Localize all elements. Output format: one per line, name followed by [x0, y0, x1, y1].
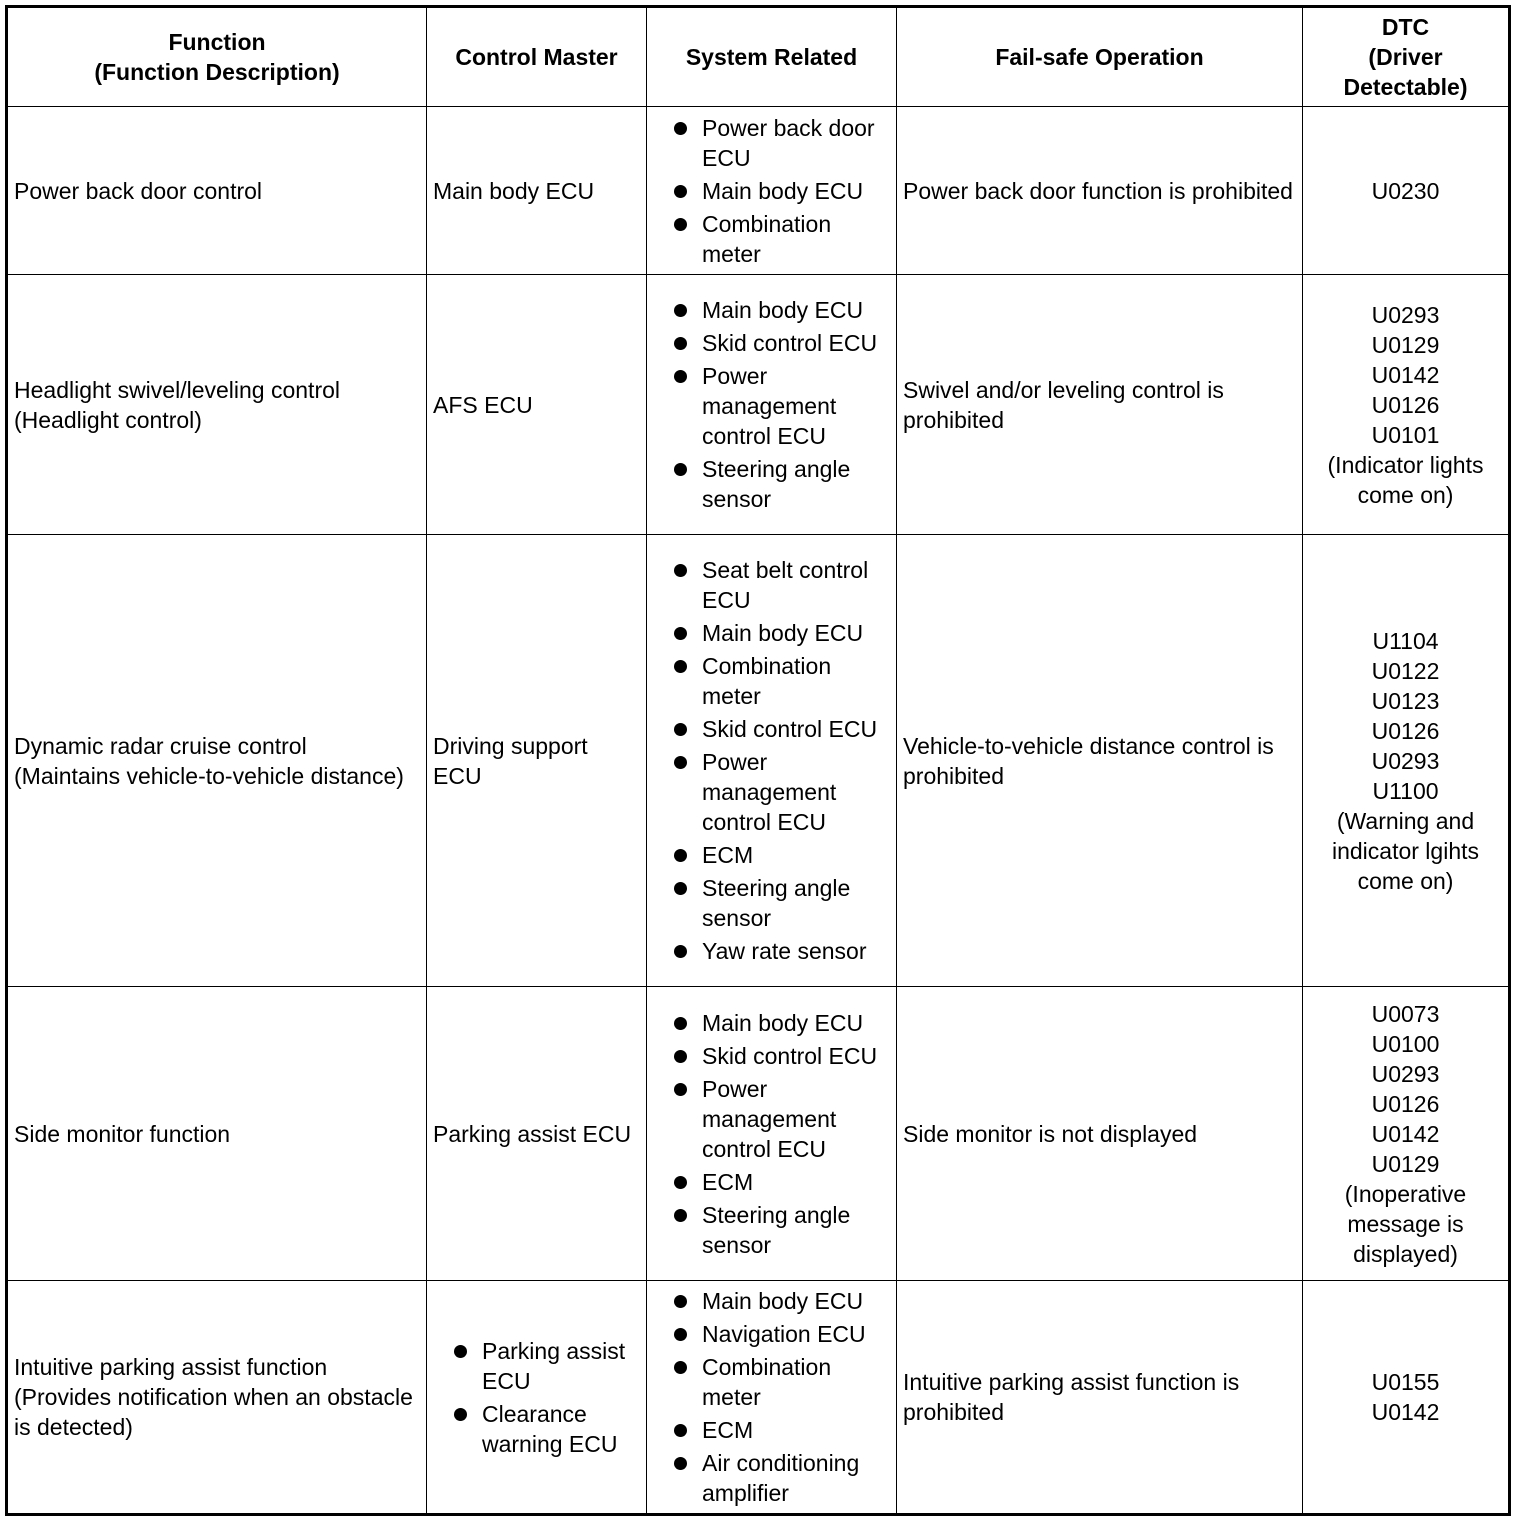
list-item: ECM: [653, 840, 890, 870]
dtc-cell: U0230: [1303, 107, 1510, 275]
dtc-cell: U0073 U0100 U0293 U0126 U0142 U0129 (Inoperative message is displayed): [1303, 987, 1510, 1281]
list-item: Power management control ECU: [653, 1074, 890, 1164]
list-item: Power management control ECU: [653, 361, 890, 451]
list-item: Parking assist ECU: [433, 1336, 640, 1396]
system-related-cell: [647, 1281, 897, 1515]
header-control-master: Control Master: [427, 7, 647, 107]
dtc-cell: U0155 U0142: [1303, 1281, 1510, 1515]
list-item: Main body ECU: [653, 618, 890, 648]
header-system-related: System Related: [647, 7, 897, 107]
control-master-cell: Driving support ECU: [427, 535, 647, 987]
header-function: Function (Function Description): [7, 7, 427, 107]
table-row: [7, 107, 1510, 275]
list-item: Skid control ECU: [653, 328, 890, 358]
list-item: Combination meter: [653, 651, 890, 711]
system-related-list: [653, 1286, 890, 1508]
list-item: Combination meter: [653, 209, 890, 269]
table-row: [7, 1281, 1510, 1515]
header-fail-safe-operation: Fail-safe Operation: [897, 7, 1303, 107]
list-item: Air conditioning amplifier: [653, 1448, 890, 1508]
fail-safe-cell: Intuitive parking assist function is prohibited: [897, 1281, 1303, 1515]
table-row: [7, 535, 1510, 987]
function-cell: Intuitive parking assist function (Provides notification when an obstacle is detected): [7, 1281, 427, 1515]
control-master-cell: Parking assist ECU: [427, 987, 647, 1281]
control-master-list: [433, 1336, 640, 1459]
list-item: Skid control ECU: [653, 714, 890, 744]
fail-safe-cell: Side monitor is not displayed: [897, 987, 1303, 1281]
fail-safe-cell: Swivel and/or leveling control is prohibited: [897, 275, 1303, 535]
function-cell: Side monitor function: [7, 987, 427, 1281]
list-item: Skid control ECU: [653, 1041, 890, 1071]
list-item: ECM: [653, 1167, 890, 1197]
control-master-cell: Main body ECU: [427, 107, 647, 275]
list-item: Clearance warning ECU: [433, 1399, 640, 1459]
list-item: Power management control ECU: [653, 747, 890, 837]
function-cell: Dynamic radar cruise control (Maintains vehicle-to-vehicle distance): [7, 535, 427, 987]
list-item: Steering angle sensor: [653, 873, 890, 933]
fail-safe-table: [5, 5, 1511, 1516]
list-item: Yaw rate sensor: [653, 936, 890, 966]
list-item: Steering angle sensor: [653, 454, 890, 514]
system-related-cell: [647, 987, 897, 1281]
system-related-list: [653, 295, 890, 514]
header-dtc: DTC (Driver Detectable): [1303, 7, 1510, 107]
fail-safe-cell: Power back door function is prohibited: [897, 107, 1303, 275]
table-row: [7, 987, 1510, 1281]
list-item: Main body ECU: [653, 1008, 890, 1038]
list-item: Combination meter: [653, 1352, 890, 1412]
system-related-cell: [647, 535, 897, 987]
function-cell: Headlight swivel/leveling control (Headlight control): [7, 275, 427, 535]
list-item: Navigation ECU: [653, 1319, 890, 1349]
table-row: [7, 275, 1510, 535]
header-row: [7, 7, 1510, 107]
system-related-cell: [647, 275, 897, 535]
list-item: Steering angle sensor: [653, 1200, 890, 1260]
system-related-list: [653, 113, 890, 269]
control-master-cell: [427, 1281, 647, 1515]
fail-safe-cell: Vehicle-to-vehicle distance control is prohibited: [897, 535, 1303, 987]
system-related-cell: [647, 107, 897, 275]
list-item: Main body ECU: [653, 295, 890, 325]
list-item: Power back door ECU: [653, 113, 890, 173]
dtc-cell: U0293 U0129 U0142 U0126 U0101 (Indicator lights come on): [1303, 275, 1510, 535]
system-related-list: [653, 555, 890, 966]
control-master-cell: AFS ECU: [427, 275, 647, 535]
list-item: Seat belt control ECU: [653, 555, 890, 615]
list-item: ECM: [653, 1415, 890, 1445]
list-item: Main body ECU: [653, 176, 890, 206]
dtc-cell: U1104 U0122 U0123 U0126 U0293 U1100 (Warning and indicator lgihts come on): [1303, 535, 1510, 987]
list-item: Main body ECU: [653, 1286, 890, 1316]
function-cell: Power back door control: [7, 107, 427, 275]
system-related-list: [653, 1008, 890, 1260]
